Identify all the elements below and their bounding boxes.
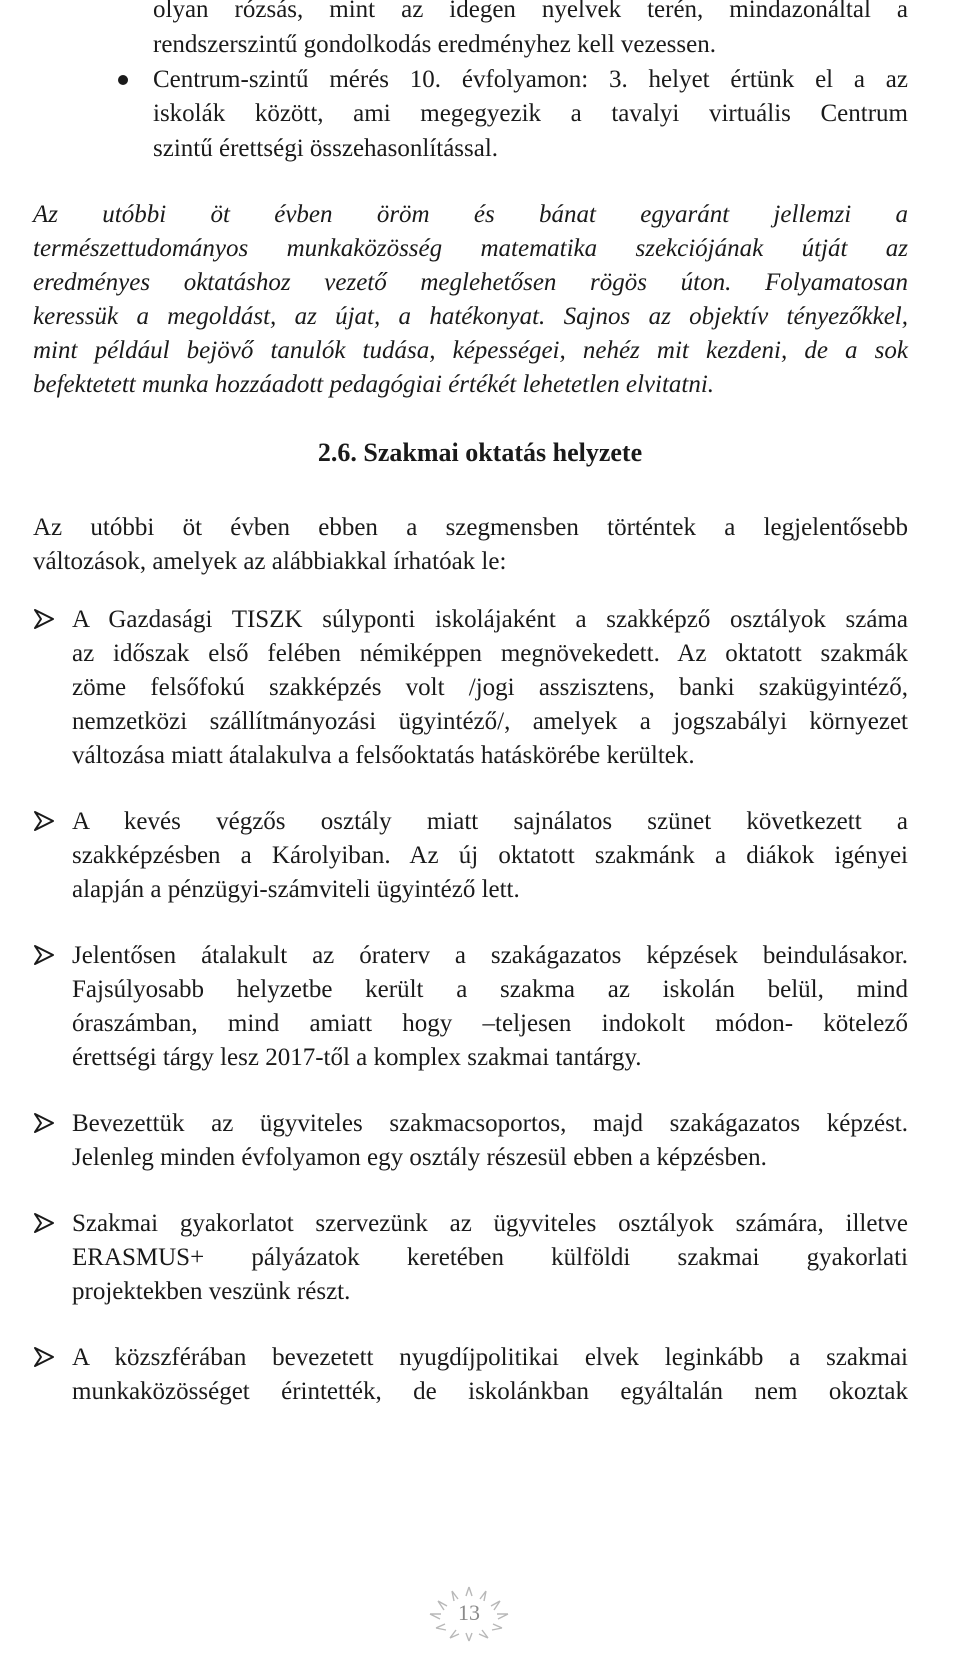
arrow-item-5-line-2: ERASMUS+ pályázatok keretében külföldi szakmai gyakorlati xyxy=(72,1244,908,1271)
intro-line-1: Az utóbbi öt évben ebben a szegmensben történtek a legjelentősebb xyxy=(33,514,908,541)
arrow-item-1-line-5: változása miatt átalakulva a felsőoktatás hatáskörébe kerültek. xyxy=(72,742,695,769)
bullet-1-line-2: rendszerszintű gondolkodás eredményhez kell vezessen. xyxy=(153,31,716,58)
arrow-item-1-line-3: zöme felsőfokú szakképzés volt /jogi asszisztens, banki szakügyintéző, xyxy=(72,674,908,701)
arrow-item-2-line-1: A kevés végzős osztály miatt sajnálatos szünet következett a xyxy=(72,808,908,835)
italic-line-3: eredményes oktatáshoz vezető meglehetősen rögös úton. Folyamatosan xyxy=(33,269,908,296)
arrowhead-bullet-icon xyxy=(33,1212,55,1234)
arrowhead-bullet-icon xyxy=(33,810,55,832)
bullet-2-line-2: iskolák között, ami megegyezik a tavalyi virtuális Centrum xyxy=(153,100,908,127)
bullet-2-line-3: szintű érettségi összehasonlítással. xyxy=(153,135,499,162)
arrow-item-3-line-2: Fajsúlyosabb helyzetbe került a szakma az iskolán belül, mind xyxy=(72,976,908,1003)
italic-line-4: keressük a megoldást, az újat, a hatékonyat. Sajnos az objektív tényezőkkel, xyxy=(33,303,908,330)
arrow-item-1-line-2: az időszak első felében némiképpen megnövekedett. Az oktatott szakmák xyxy=(72,640,908,667)
arrow-item-3-line-3: óraszámban, mind amiatt hogy –teljesen indokolt módon- kötelező xyxy=(72,1010,908,1037)
bullet-1-line-1: olyan rózsás, mint az idegen nyelvek terén, mindazonáltal a xyxy=(153,0,908,23)
page-number: 13 xyxy=(458,1600,480,1625)
filled-circle-bullet-icon xyxy=(118,75,128,85)
arrow-item-5-line-3: projektekben veszünk részt. xyxy=(72,1278,351,1305)
section-heading: 2.6. Szakmai oktatás helyzete xyxy=(317,438,643,467)
arrow-item-3-line-4: érettségi tárgy lesz 2017-től a komplex szakmai tantárgy. xyxy=(72,1044,642,1071)
arrow-item-6-line-2: munkaközösséget érintették, de iskolánkban egyáltalán nem okoztak xyxy=(72,1378,908,1405)
italic-line-6: befektetett munka hozzáadott pedagógiai értékét lehetetlen elvitatni. xyxy=(33,371,715,398)
arrow-item-4-line-2: Jelenleg minden évfolyamon egy osztály részesül ebben a képzésben. xyxy=(72,1144,767,1171)
page-number-badge xyxy=(424,1584,514,1642)
arrowhead-bullet-icon xyxy=(33,1346,55,1368)
arrow-item-1-line-4: nemzetközi szállítmányozási ügyintéző/, amelyek a jogszabályi környezet xyxy=(72,708,908,735)
bullet-2-line-1: Centrum-szintű mérés 10. évfolyamon: 3. helyet értünk el a az xyxy=(153,66,908,93)
intro-line-2: változások, amelyek az alábbiakkal írhatóak le: xyxy=(33,548,507,575)
italic-line-5: mint például bejövő tanulók tudása, képességei, nehéz mit kezdeni, de a sok xyxy=(33,337,908,364)
arrow-item-6-line-1: A közszférában bevezetett nyugdíjpolitikai elvek leginkább a szakmai xyxy=(72,1344,908,1371)
arrowhead-bullet-icon xyxy=(33,608,55,630)
arrowhead-bullet-icon xyxy=(33,1112,55,1134)
italic-line-1: Az utóbbi öt évben öröm és bánat egyaránt jellemzi a xyxy=(33,201,908,228)
arrow-item-4-line-1: Bevezettük az ügyviteles szakmacsoportos, majd szakágazatos képzést. xyxy=(72,1110,908,1137)
arrowhead-bullet-icon xyxy=(33,944,55,966)
arrow-item-1-line-1: A Gazdasági TISZK súlyponti iskolájaként a szakképző osztályok száma xyxy=(72,606,908,633)
arrow-item-2-line-3: alapján a pénzügyi-számviteli ügyintéző lett. xyxy=(72,876,520,903)
arrow-item-5-line-1: Szakmai gyakorlatot szervezünk az ügyviteles osztályok számára, illetve xyxy=(72,1210,908,1237)
arrow-item-2-line-2: szakképzésben a Károlyiban. Az új oktatott szakmánk a diákok igényei xyxy=(72,842,908,869)
arrow-item-3-line-1: Jelentősen átalakult az óraterv a szakágazatos képzések beindulásakor. xyxy=(72,942,908,969)
italic-line-2: természettudományos munkaközösség matematika szekciójának útját az xyxy=(33,235,908,262)
